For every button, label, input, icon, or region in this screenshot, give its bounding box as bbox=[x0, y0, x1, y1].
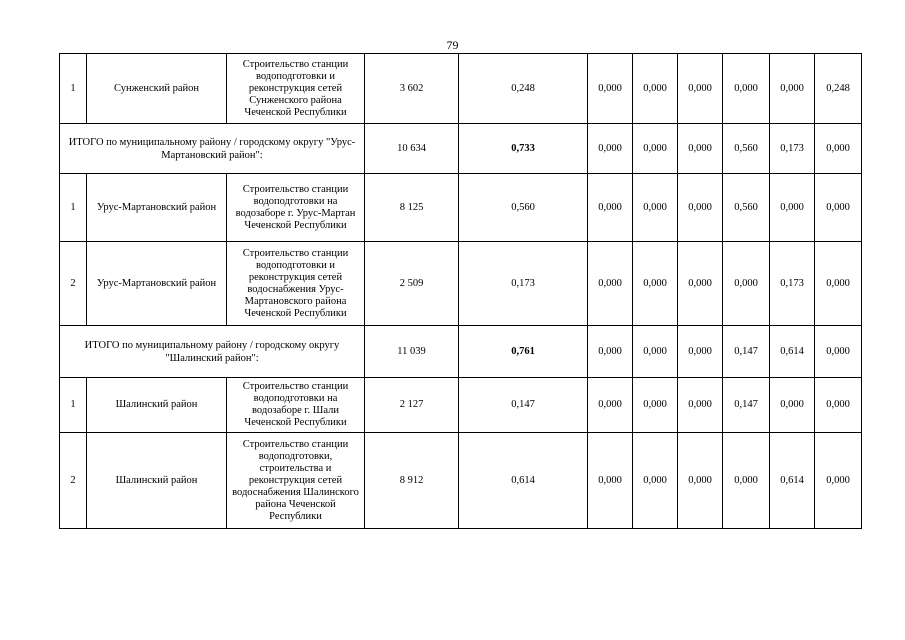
table-row bbox=[60, 433, 862, 529]
year-value: 0,000 bbox=[633, 54, 678, 124]
year-value: 0,000 bbox=[588, 378, 633, 433]
year-value: 0,000 bbox=[678, 54, 723, 124]
row-number: 2 bbox=[60, 433, 87, 529]
row-number: 1 bbox=[60, 54, 87, 124]
year-value: 0,173 bbox=[770, 124, 815, 174]
investment-table bbox=[59, 53, 862, 529]
project-description: Строительство станции водоподготовки, строительства и реконструкция сетей водоснабжения Шалинского района Чеченской Республики bbox=[227, 433, 365, 529]
year-value: 0,000 bbox=[633, 242, 678, 326]
year-value: 0,000 bbox=[633, 326, 678, 378]
year-value: 0,000 bbox=[723, 54, 770, 124]
project-description: Строительство станции водоподготовки и реконструкция сетей водоснабжения Урус-Мартановского района Чеченской Республики bbox=[227, 242, 365, 326]
year-value: 0,147 bbox=[723, 326, 770, 378]
total-value: 2 127 bbox=[365, 378, 459, 433]
year-value: 0,000 bbox=[633, 378, 678, 433]
year-value: 0,560 bbox=[723, 174, 770, 242]
year-value: 0,000 bbox=[815, 242, 862, 326]
total-row bbox=[60, 326, 862, 378]
share-value: 0,248 bbox=[459, 54, 588, 124]
district-name: Шалинский район bbox=[87, 433, 227, 529]
table-row bbox=[60, 378, 862, 433]
page-number: 79 bbox=[446, 38, 459, 52]
share-value: 0,761 bbox=[459, 326, 588, 378]
total-value: 3 602 bbox=[365, 54, 459, 124]
year-value: 0,000 bbox=[588, 433, 633, 529]
year-value: 0,000 bbox=[815, 433, 862, 529]
district-name: Урус-Мартановский район bbox=[87, 242, 227, 326]
total-row-label: ИТОГО по муниципальному району / городскому округу "Шалинский район": bbox=[60, 326, 365, 378]
district-name: Сунженский район bbox=[87, 54, 227, 124]
district-name: Урус-Мартановский район bbox=[87, 174, 227, 242]
row-number: 2 bbox=[60, 242, 87, 326]
total-value: 8 125 bbox=[365, 174, 459, 242]
year-value: 0,000 bbox=[723, 242, 770, 326]
year-value: 0,000 bbox=[770, 54, 815, 124]
district-name: Шалинский район bbox=[87, 378, 227, 433]
year-value: 0,000 bbox=[633, 174, 678, 242]
year-value: 0,000 bbox=[815, 378, 862, 433]
year-value: 0,000 bbox=[678, 326, 723, 378]
project-description: Строительство станции водоподготовки на водозаборе г. Урус-Мартан Чеченской Республики bbox=[227, 174, 365, 242]
year-value: 0,000 bbox=[678, 174, 723, 242]
year-value: 0,173 bbox=[770, 242, 815, 326]
year-value: 0,614 bbox=[770, 433, 815, 529]
table-row bbox=[60, 54, 862, 124]
year-value: 0,248 bbox=[815, 54, 862, 124]
year-value: 0,000 bbox=[633, 124, 678, 174]
year-value: 0,000 bbox=[815, 124, 862, 174]
year-value: 0,000 bbox=[815, 174, 862, 242]
share-value: 0,147 bbox=[459, 378, 588, 433]
share-value: 0,173 bbox=[459, 242, 588, 326]
share-value: 0,733 bbox=[459, 124, 588, 174]
share-value: 0,560 bbox=[459, 174, 588, 242]
project-description: Строительство станции водоподготовки и реконструкция сетей Сунженского района Чеченской Республики bbox=[227, 54, 365, 124]
year-value: 0,000 bbox=[588, 174, 633, 242]
year-value: 0,000 bbox=[723, 433, 770, 529]
year-value: 0,614 bbox=[770, 326, 815, 378]
share-value: 0,614 bbox=[459, 433, 588, 529]
year-value: 0,000 bbox=[678, 433, 723, 529]
year-value: 0,560 bbox=[723, 124, 770, 174]
total-value: 2 509 bbox=[365, 242, 459, 326]
table-row bbox=[60, 174, 862, 242]
year-value: 0,000 bbox=[588, 124, 633, 174]
year-value: 0,000 bbox=[770, 378, 815, 433]
total-value: 10 634 bbox=[365, 124, 459, 174]
table-row bbox=[60, 242, 862, 326]
project-description: Строительство станции водоподготовки на водозаборе г. Шали Чеченской Республики bbox=[227, 378, 365, 433]
year-value: 0,000 bbox=[678, 124, 723, 174]
year-value: 0,000 bbox=[678, 242, 723, 326]
year-value: 0,000 bbox=[588, 54, 633, 124]
year-value: 0,000 bbox=[588, 326, 633, 378]
year-value: 0,000 bbox=[770, 174, 815, 242]
total-value: 11 039 bbox=[365, 326, 459, 378]
year-value: 0,000 bbox=[815, 326, 862, 378]
row-number: 1 bbox=[60, 378, 87, 433]
row-number: 1 bbox=[60, 174, 87, 242]
year-value: 0,000 bbox=[633, 433, 678, 529]
total-row bbox=[60, 124, 862, 174]
year-value: 0,147 bbox=[723, 378, 770, 433]
year-value: 0,000 bbox=[678, 378, 723, 433]
year-value: 0,000 bbox=[588, 242, 633, 326]
total-value: 8 912 bbox=[365, 433, 459, 529]
total-row-label: ИТОГО по муниципальному району / городскому округу "Урус-Мартановский район": bbox=[60, 124, 365, 174]
